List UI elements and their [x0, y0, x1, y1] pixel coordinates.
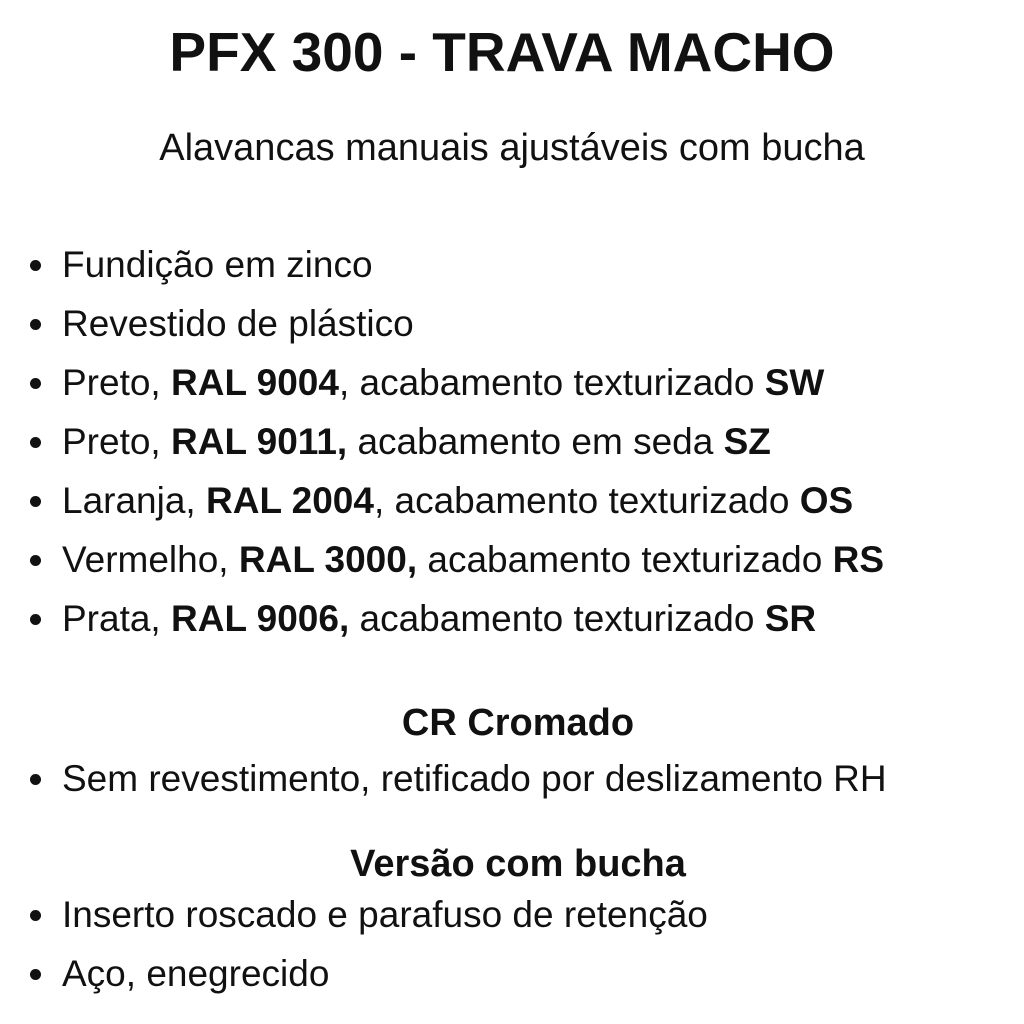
- ral-code: RAL 9006,: [171, 598, 350, 639]
- item-text: Fundição em zinco: [62, 244, 373, 285]
- ral-code: RAL 9004: [171, 362, 339, 403]
- item-text: Aço, enegrecido: [62, 953, 330, 994]
- bushing-list: [0, 885, 708, 1003]
- item-text: acabamento texturizado: [349, 598, 765, 639]
- item-text: Vermelho,: [62, 539, 239, 580]
- list-item: [0, 353, 884, 412]
- page-subtitle: Alavancas manuais ajustáveis com bucha: [159, 127, 865, 169]
- finish-code: OS: [799, 480, 854, 521]
- list-item: [0, 294, 884, 353]
- list-item: [0, 471, 884, 530]
- chrome-heading: CR Cromado: [401, 702, 635, 744]
- chrome-list: [0, 749, 887, 808]
- list-item: [0, 235, 884, 294]
- item-text: Preto,: [62, 362, 171, 403]
- ral-code: RAL 2004: [206, 480, 374, 521]
- list-item: [0, 530, 884, 589]
- ral-code: RAL 3000,: [238, 539, 418, 580]
- ral-code: RAL 9011,: [171, 421, 348, 462]
- list-item: [0, 885, 708, 944]
- finish-code: SZ: [723, 421, 771, 462]
- item-text: Preto,: [62, 421, 171, 462]
- list-item: [0, 412, 884, 471]
- list-item: [0, 589, 884, 648]
- item-text: , acabamento texturizado: [373, 480, 800, 521]
- item-text: Revestido de plástico: [62, 303, 414, 344]
- feature-list: [0, 235, 884, 648]
- item-text: Inserto roscado e parafuso de retenção: [62, 894, 708, 935]
- finish-code: SW: [764, 362, 825, 403]
- item-text: Prata,: [62, 598, 171, 639]
- bushing-heading: Versão com bucha: [350, 843, 686, 885]
- item-text: Sem revestimento, retificado por deslizamento RH: [62, 758, 887, 799]
- page-title: PFX 300 - TRAVA MACHO: [169, 21, 835, 83]
- item-text: , acabamento texturizado: [338, 362, 765, 403]
- finish-code: SR: [764, 598, 817, 639]
- list-item: [0, 944, 708, 1003]
- item-text: Laranja,: [62, 480, 206, 521]
- finish-code: RS: [832, 539, 885, 580]
- item-text: acabamento em seda: [347, 421, 724, 462]
- list-item: [0, 749, 887, 808]
- item-text: acabamento texturizado: [417, 539, 833, 580]
